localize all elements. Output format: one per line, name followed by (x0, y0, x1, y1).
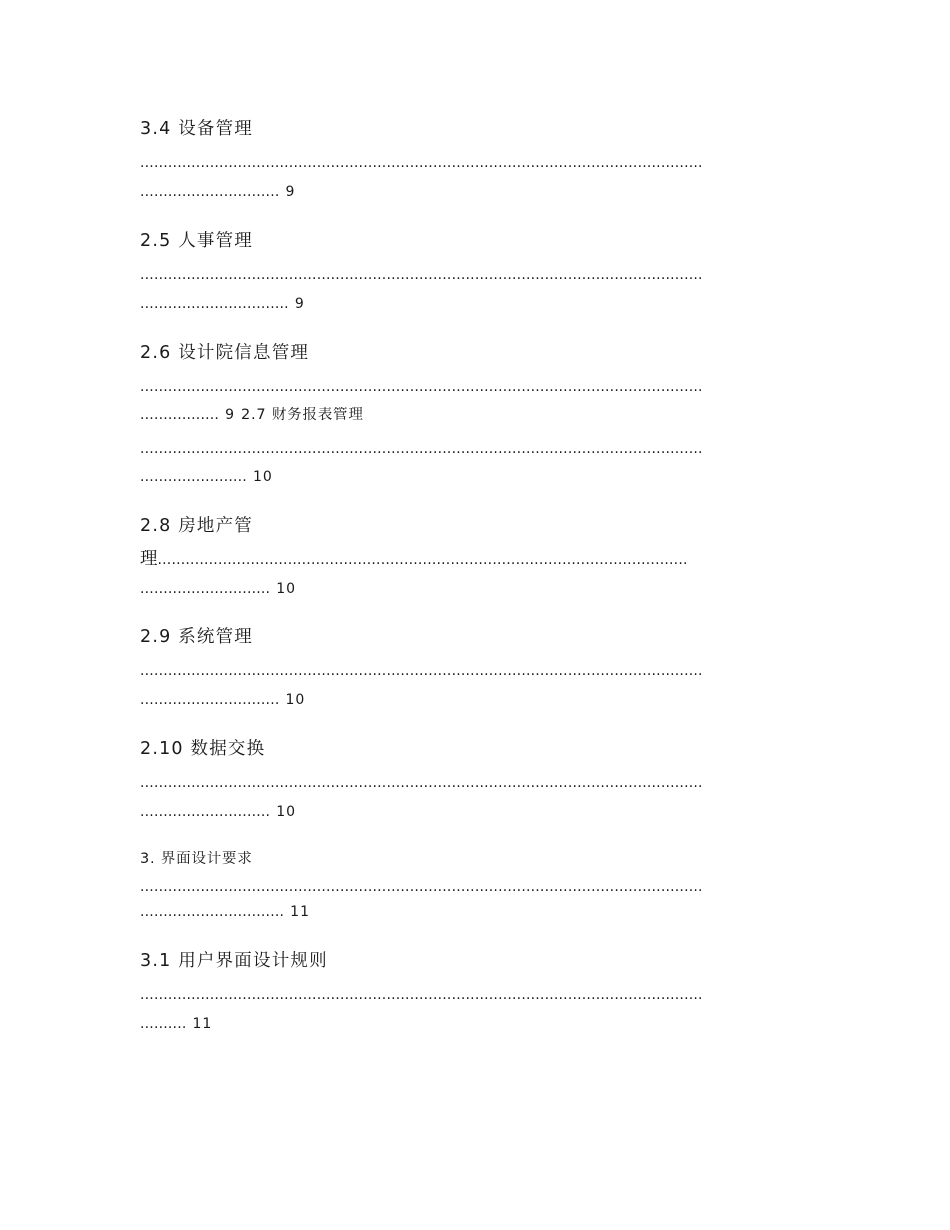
toc-leader-dots: ................................ (140, 296, 289, 312)
toc-entry-title: 2.9 系统管理 (140, 627, 253, 647)
toc-entry-tail (140, 692, 305, 709)
toc-page-number: 10 (252, 469, 273, 485)
toc-leader-dots: ......................................................................................................................... (140, 441, 703, 457)
toc-entry-title: 3. 界面设计要求 (140, 851, 253, 867)
toc-page-number: 11 (192, 1016, 213, 1032)
toc-page-number: 9 (225, 407, 235, 423)
toc-leader-dots: ......................................................................................................................... (140, 879, 703, 895)
toc-entry-tail (140, 184, 295, 201)
toc-entry-title: 2.6 设计院信息管理 (140, 343, 310, 363)
toc-leader-dots: .......... (140, 1016, 187, 1032)
toc-page-number: 10 (285, 692, 306, 708)
toc-leader-dots: ............................ (140, 581, 271, 597)
toc-leader-dots: ......................................................................................................................... (140, 155, 703, 171)
toc-entry-tail (140, 904, 310, 921)
toc-page-number: 10 (276, 804, 297, 820)
toc-page-number: 11 (290, 904, 310, 920)
toc-entry-title: 2.5 人事管理 (140, 231, 253, 251)
toc-entry-tail (140, 804, 296, 821)
toc-leader-dots: ....................... (140, 469, 247, 485)
toc-page-number: 10 (276, 581, 297, 597)
toc-entry-tail (140, 469, 273, 486)
toc-entry-title: 理 (140, 549, 158, 569)
toc-leader-dots: .............................. (140, 692, 280, 708)
toc-leader-dots: ......................................................................................................................... (140, 267, 703, 283)
toc-entry-tail (140, 407, 364, 424)
toc-entry-title: 3.4 设备管理 (140, 119, 253, 139)
toc-entry-tail (140, 581, 296, 598)
toc-leader-dots: ......................................................................................................................... (140, 663, 703, 679)
toc-leader-dots: .................................................................................................................. (157, 552, 688, 568)
toc-entry-continuation (140, 549, 808, 570)
toc-leader-dots: ......................................................................................................................... (140, 775, 703, 791)
toc-page-number: 9 (294, 296, 305, 312)
toc-entry-tail (140, 1016, 212, 1033)
toc-entry-title: 2.10 数据交换 (140, 739, 266, 759)
toc-leader-dots: ......................................................................................................................... (140, 987, 703, 1003)
toc-leader-dots: ......................................................................................................................... (140, 379, 703, 395)
toc-page-number: 9 (285, 184, 296, 200)
toc-leader-dots: ............................ (140, 804, 271, 820)
toc-entry-title: 2.8 房地产管 (140, 516, 253, 536)
toc-leader-dots: ................. (140, 407, 220, 423)
toc-entry-title: 2.7 财务报表管理 (240, 407, 364, 423)
toc-leader-dots: .............................. (140, 184, 280, 200)
toc-entry-tail (140, 296, 305, 313)
toc-entry-title: 3.1 用户界面设计规则 (140, 951, 328, 971)
toc-leader-dots: ............................... (140, 904, 285, 920)
